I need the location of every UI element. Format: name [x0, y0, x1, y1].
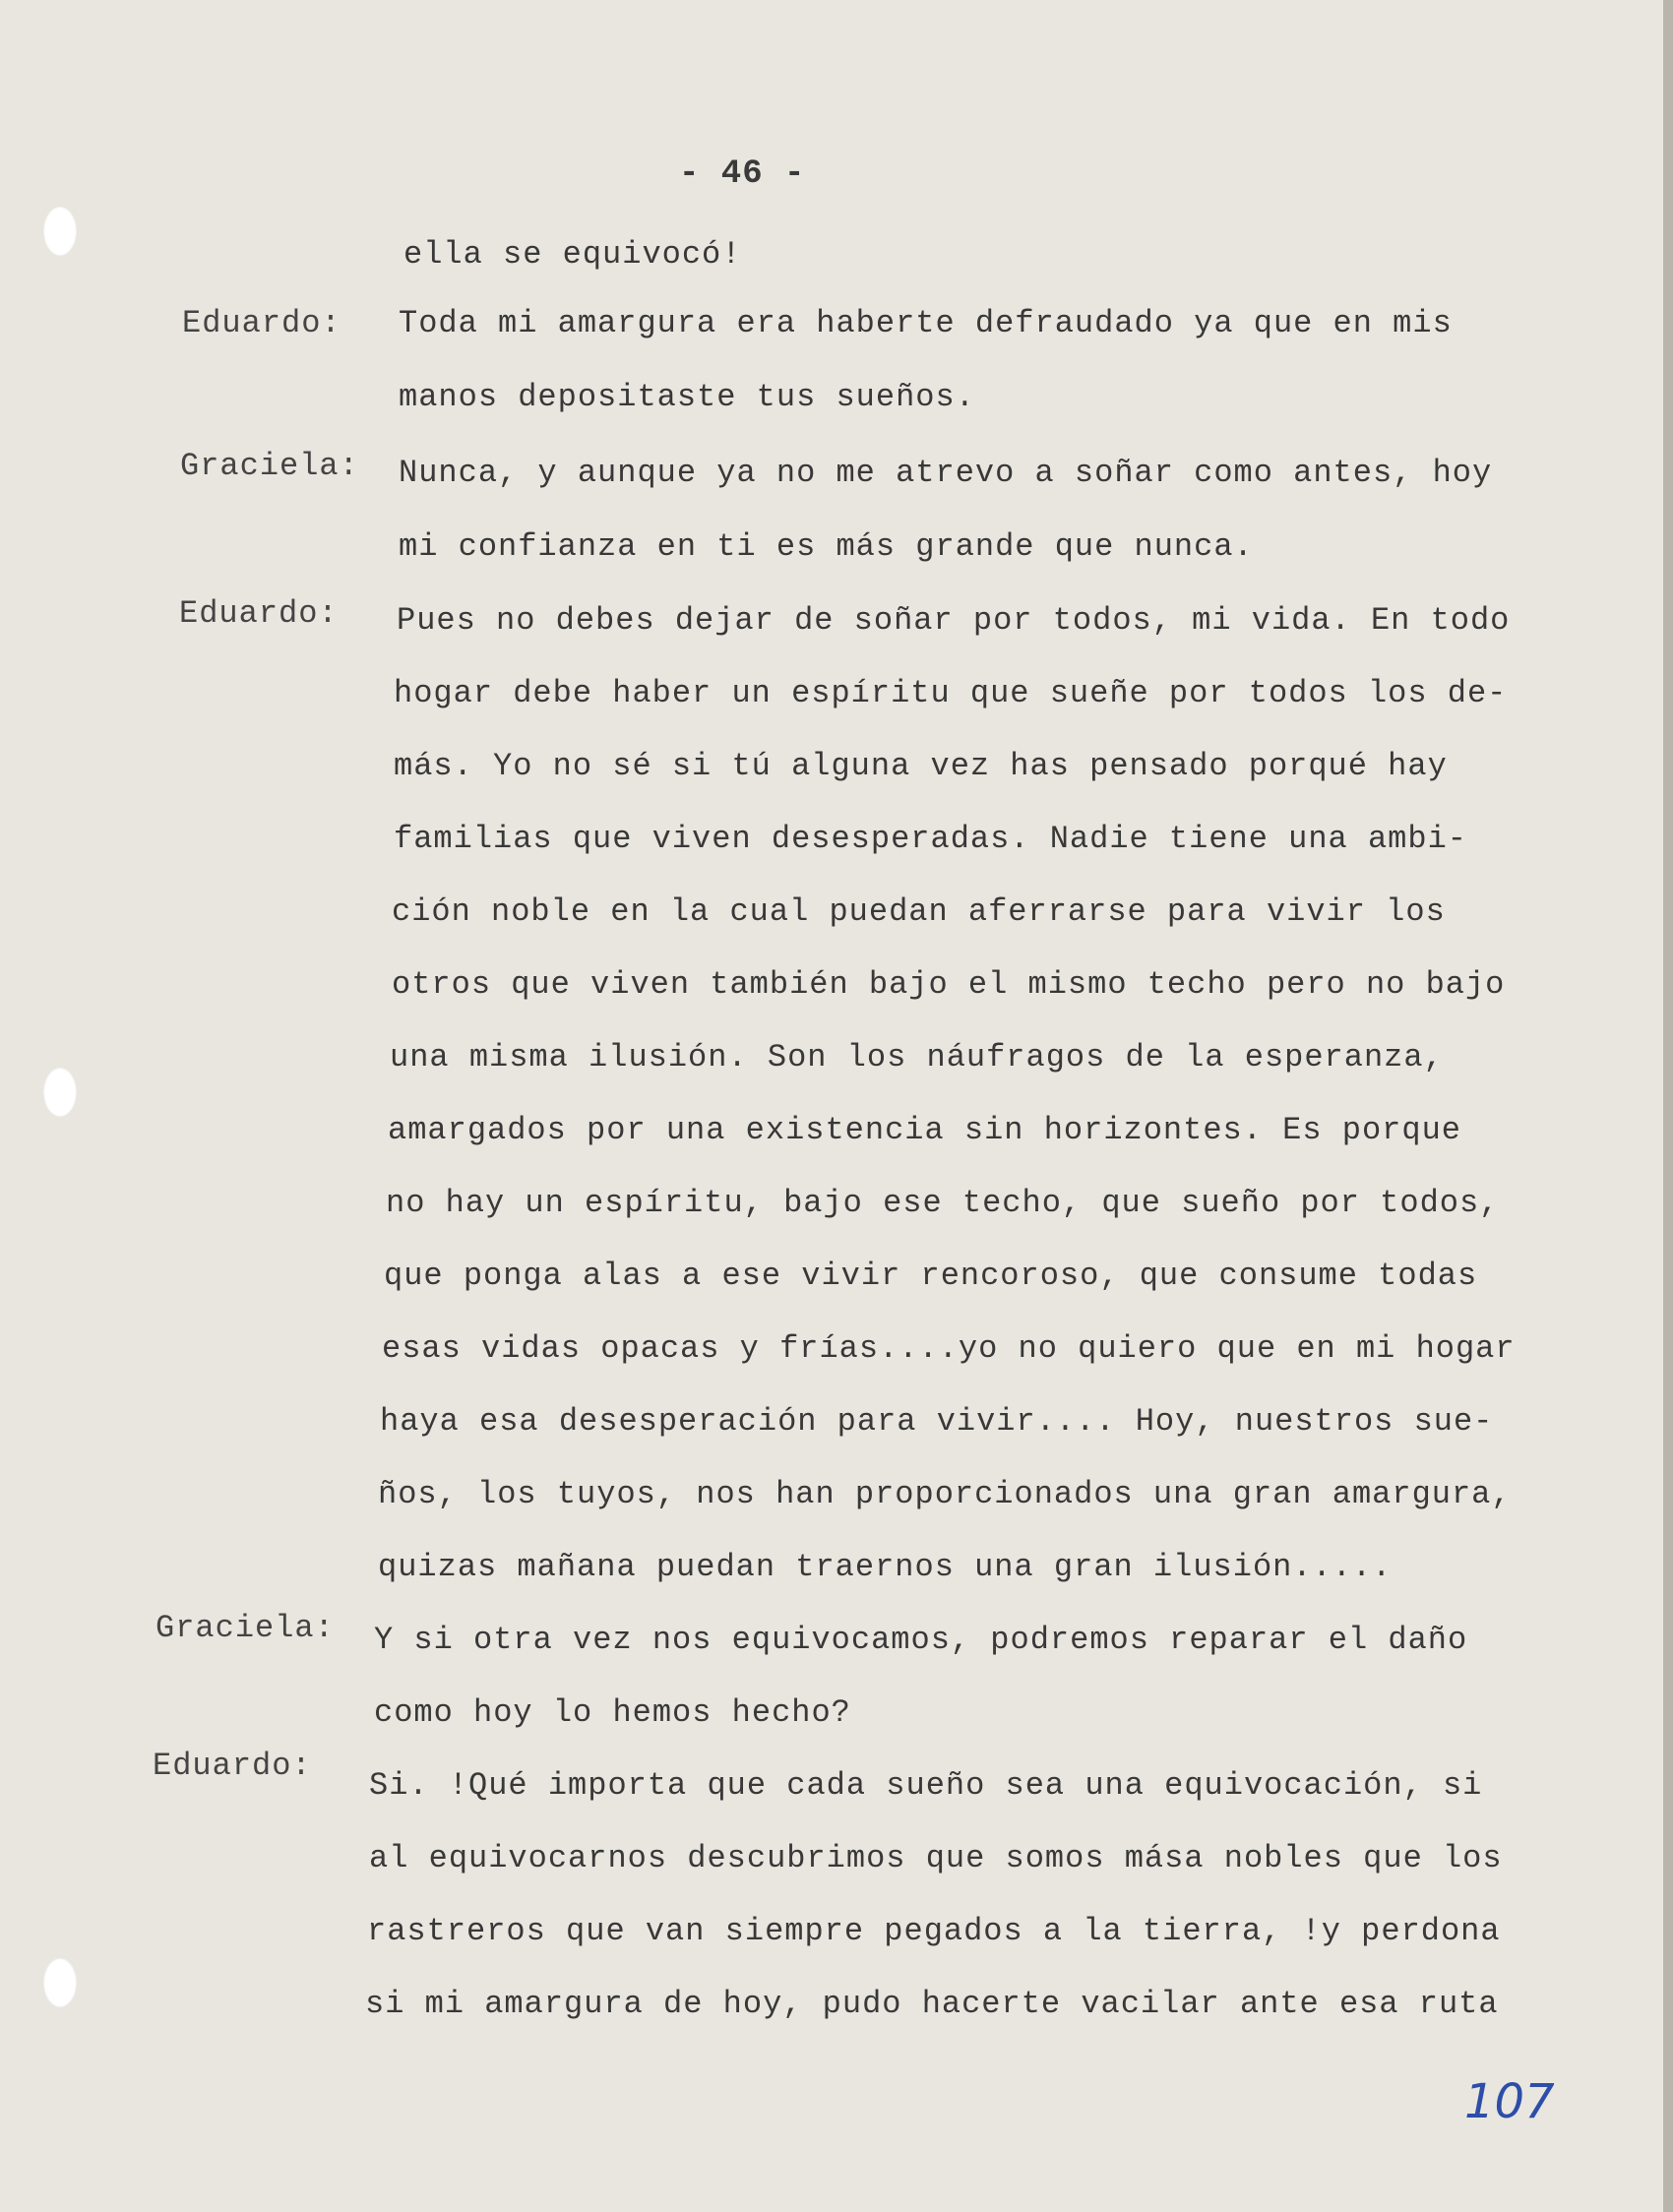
- page-number: - 46 -: [679, 155, 806, 193]
- dialogue-line: Pues no debes dejar de soñar por todos, mi vida. En todo: [397, 602, 1511, 639]
- speaker-label: Eduardo:: [179, 595, 339, 632]
- dialogue-line: hogar debe haber un espíritu que sueñe por todos los de-: [394, 675, 1508, 711]
- dialogue-line: manos depositaste tus sueños.: [399, 379, 975, 415]
- punch-hole: [43, 207, 77, 256]
- dialogue-line: amargados por una existencia sin horizontes. Es porque: [388, 1112, 1461, 1148]
- dialogue-line: al equivocarnos descubrimos que somos mása nobles que los: [369, 1840, 1503, 1876]
- dialogue-line: haya esa desesperación para vivir.... Hoy, nuestros sue-: [380, 1403, 1494, 1440]
- dialogue-line: que ponga alas a ese vivir rencoroso, que consume todas: [384, 1258, 1478, 1294]
- dialogue-line: no hay un espíritu, bajo ese techo, que sueño por todos,: [386, 1185, 1500, 1221]
- punch-hole: [43, 1068, 77, 1117]
- dialogue-line: si mi amargura de hoy, pudo hacerte vacilar ante esa ruta: [365, 1986, 1499, 2022]
- speaker-label: Eduardo:: [153, 1748, 312, 1784]
- speaker-label: Eduardo:: [182, 305, 341, 341]
- speaker-label: Graciela:: [155, 1610, 335, 1646]
- dialogue-line: otros que viven también bajo el mismo techo pero no bajo: [392, 966, 1506, 1003]
- speaker-label: Graciela:: [180, 448, 359, 484]
- dialogue-line: como hoy lo hemos hecho?: [374, 1694, 851, 1731]
- dialogue-line: Y si otra vez nos equivocamos, podremos reparar el daño: [374, 1622, 1468, 1658]
- dialogue-line: una misma ilusión. Son los náufragos de la esperanza,: [390, 1039, 1444, 1075]
- handwritten-page-number: 107: [1464, 2074, 1555, 2129]
- punch-hole: [43, 1958, 77, 2007]
- dialogue-line: Nunca, y aunque ya no me atrevo a soñar como antes, hoy: [399, 455, 1493, 491]
- dialogue-line: Si. !Qué importa que cada sueño sea una equivocación, si: [369, 1767, 1483, 1804]
- dialogue-line: rastreros que van siempre pegados a la tierra, !y perdona: [367, 1913, 1501, 1949]
- dialogue-line: ños, los tuyos, nos han proporcionados una gran amargura,: [378, 1476, 1512, 1512]
- dialogue-line: quizas mañana puedan traernos una gran ilusión.....: [378, 1549, 1393, 1585]
- dialogue-line: esas vidas opacas y frías....yo no quiero que en mi hogar: [382, 1330, 1516, 1367]
- dialogue-line: ción noble en la cual puedan aferrarse para vivir los: [392, 893, 1446, 930]
- dialogue-line: ella se equivocó!: [403, 236, 742, 273]
- dialogue-line: Toda mi amargura era haberte defraudado ya que en mis: [399, 305, 1453, 341]
- dialogue-line: más. Yo no sé si tú alguna vez has pensado porqué hay: [394, 748, 1448, 784]
- dialogue-line: mi confianza en ti es más grande que nunca.: [399, 528, 1254, 565]
- dialogue-line: familias que viven desesperadas. Nadie tiene una ambi-: [394, 821, 1467, 857]
